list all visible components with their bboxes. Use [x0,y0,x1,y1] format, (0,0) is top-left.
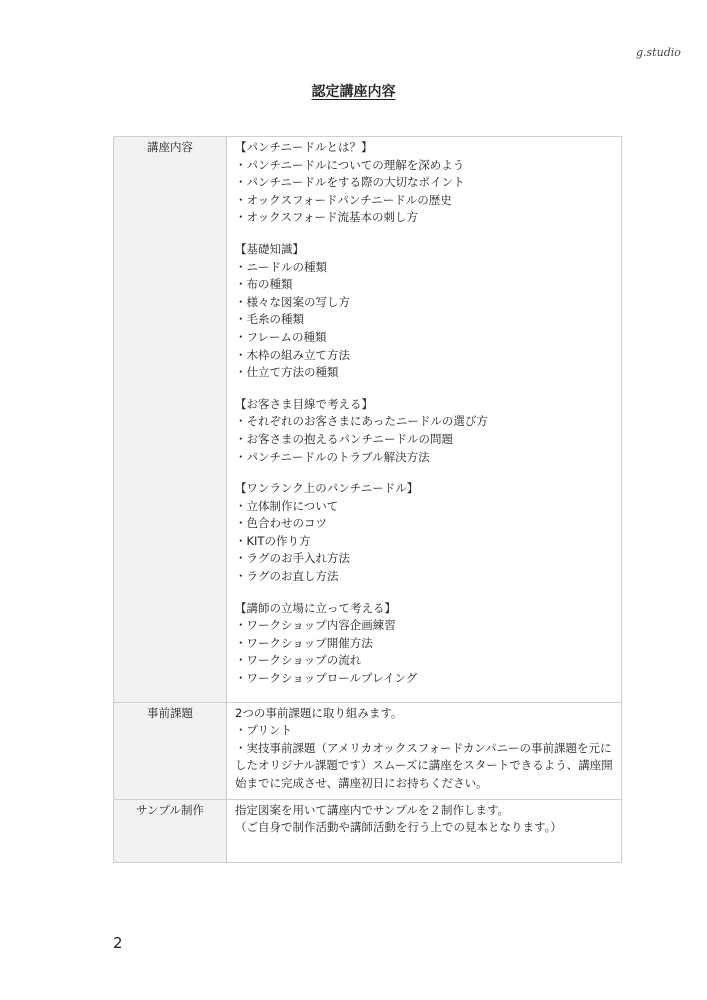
section-heading: 【基礎知識】 [235,241,304,256]
list-item: ・ワークショップ内容企画練習 [235,618,396,633]
body-line: したオリジナル課題です）スムーズに講座をスタートできるよう、講座開 [235,758,613,773]
list-item: ・オックスフォードパンチニードルの歴史 [235,192,452,207]
table-row-pre-assignment [114,702,622,799]
row-body [227,702,622,799]
list-item: ・ワークショップロールプレイング [235,671,418,686]
row-header: 講座内容 [114,137,227,703]
row-header: 事前課題 [114,702,227,799]
list-item: ・ラグのお手入れ方法 [235,551,350,566]
body-line: ・実技事前課題（アメリカオックスフォードカンパニーの事前課題を元に [235,740,612,755]
section-basics [235,241,613,382]
row-body [227,137,622,703]
body-line: （ご自身で制作活動や講師活動を行う上での見本となります。） [235,820,562,835]
page-title: 認定講座内容 [311,84,396,100]
list-item: ・ニードルの種類 [235,259,327,274]
section-advanced [235,480,613,586]
list-item: ・様々な図案の写し方 [235,294,350,309]
body-line: 始までに完成させ、講座初日にお持ちください。 [235,776,488,790]
brand-logo: g.studio [636,46,681,59]
page-title-wrap [0,81,707,101]
section-heading: 【講師の立場に立って考える】 [235,600,396,615]
list-item: ・フレームの種類 [235,329,327,344]
section-heading: 【パンチニードルとは？】 [235,140,373,154]
list-item: ・お客さまの抱えるパンチニードルの問題 [235,431,454,446]
body-line: 指定図案を用いて講座内でサンプルを２制作します。 [235,802,510,817]
row-header: サンプル制作 [114,799,227,862]
course-content-table [113,136,622,863]
section-instructor [235,600,613,688]
list-item: ・オックスフォード流基本の刺し方 [235,210,418,225]
list-item: ・立体制作について [235,498,339,513]
section-heading: 【お客さま目線で考える】 [235,396,373,411]
list-item: ・ラグのお直し方法 [235,569,339,584]
row-body [227,799,622,862]
section-customer [235,396,613,466]
list-item: ・KITの作り方 [235,533,311,548]
section-about [235,139,613,227]
list-item: ・色合わせのコツ [235,516,327,531]
page-number: 2 [113,934,123,952]
list-item: ・それぞれのお客さまにあったニードルの選び方 [235,414,488,429]
list-item: ・毛糸の種類 [235,312,304,327]
body-line: 2つの事前課題に取り組みます。 [235,705,403,720]
list-item: ・パンチニードルのトラブル解決方法 [235,449,430,464]
section-heading: 【ワンランク上のパンチニードル】 [235,481,419,496]
table-row-course-content [114,137,622,703]
list-item: ・ワークショップ開催方法 [235,635,373,650]
list-item: ・木枠の組み立て方法 [235,347,350,362]
list-item: ・パンチニードルについての理解を深めよう [235,157,465,172]
list-item: ・ワークショップの流れ [235,653,362,668]
list-item: ・パンチニードルをする際の大切なポイント [235,175,465,190]
list-item: ・仕立て方法の種類 [235,365,339,380]
body-line: ・プリント [235,723,293,738]
table-row-sample [114,799,622,862]
list-item: ・布の種類 [235,277,293,292]
